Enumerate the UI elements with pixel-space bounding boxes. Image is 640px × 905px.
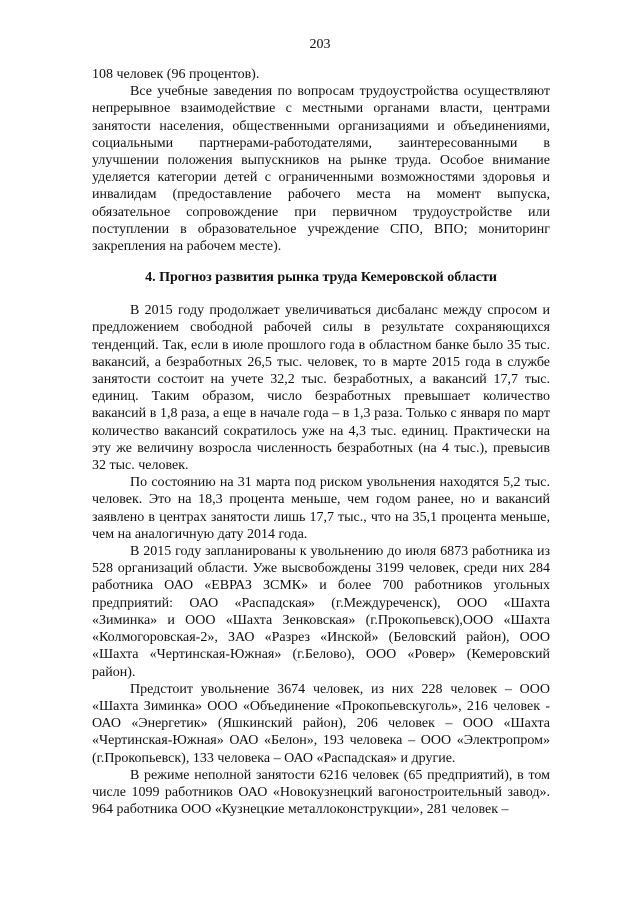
page-body [92,66,550,818]
paragraph-part-time-employment: В режиме неполной занятости 6216 человек (65 предприятий), в том числе 1099 работников ОАО «Новокузнецкий вагоностроительный завод». 964 работника ООО «Кузнецкие металлоконструкции», 281 человек – [92,767,550,818]
paragraph-continuation: 108 человек (96 процентов). [92,67,260,82]
paragraph-dismissal-risk: По состоянию на 31 марта под риском увольнения находятся 5,2 тыс. человек. Это на 18,3 процента меньше, чем годом ранее, но и вакансий заявлено в центрах занятости лишь 17,7 тыс., что на 35,1 процента меньше, чем на аналогичную дату 2014 года. [92,475,550,542]
section-heading: 4. Прогноз развития рынка труда Кемеровской области [145,270,497,286]
page-number: 203 [309,37,331,52]
paragraph-planned-dismissals: В 2015 году запланированы к увольнению до июля 6873 работника из 528 организаций области. Уже высвобождены 3199 человек, среди них 284 работника ОАО «ЕВРАЗ ЗСМК» и более 700 работников угольных предприятий: ОАО «Распадская» (г.Междуреченск), ООО «Шахта «Зиминка» и ООО «Шахта Зенковская» (г.Прокопьевск),ООО «Шахта «Колмогоровская-2», ЗАО «Разрез «Инской» (Беловский район), ООО «Шахта «Чертинская-Южная» (г.Белово), ООО «Ровер» (Кемеровский район). [92,544,550,680]
paragraph-labor-imbalance: В 2015 году продолжает увеличиваться дисбаланс между спросом и предложением свободной рабочей силы в результате сохраняющихся тенденций. Так, если в июле прошлого года в областном банке было 35 тыс. вакансий, а безработных 26,5 тыс. человек, то в марте 2015 года в службе занятости состоит на учете 32,2 тыс. безработных, а вакансий 17,7 тыс. единиц. Таким образом, число безработных превышает количество вакансий в 1,8 раза, а еще в начале года – в 1,3 раза. Только с января по март количество вакансий сократилось уже на 4,3 тыс. единиц. Практически на эту же величину возросла численность безработных (на 4 тыс.), превысив 32 тыс. человек. [92,303,550,474]
paragraph-upcoming-dismissals: Предстоит увольнение 3674 человек, из них 228 человек – ООО «Шахта Зиминка» ООО «Объединение «Прокопьевскуголь», 216 человек - ОАО «Энергетик» (Яшкинский район), 206 человек – ООО «Шахта «Чертинская-Южная» ОАО «Белон», 193 человека – ООО «Электропром» (г.Прокопьевск), 133 человека – ОАО «Распадская» и другие. [92,681,550,766]
paragraph-education-employment: Все учебные заведения по вопросам трудоустройства осуществляют непрерывное взаимодействие с местными органами власти, центрами занятости населения, общественными организациями и объединениями, социальными партнерами-работодателями, заинтересованными в улучшении положения выпускников на рынке труда. Особое внимание уделяется категории детей с ограниченными возможностями здоровья и инвалидам (предоставление рабочего места на момент выпуска, обязательное сопровождение при первичном трудоустройстве или поступлении в образовательное учреждение СПО, ВПО; мониторинг закрепления на рабочем месте). [92,84,550,255]
